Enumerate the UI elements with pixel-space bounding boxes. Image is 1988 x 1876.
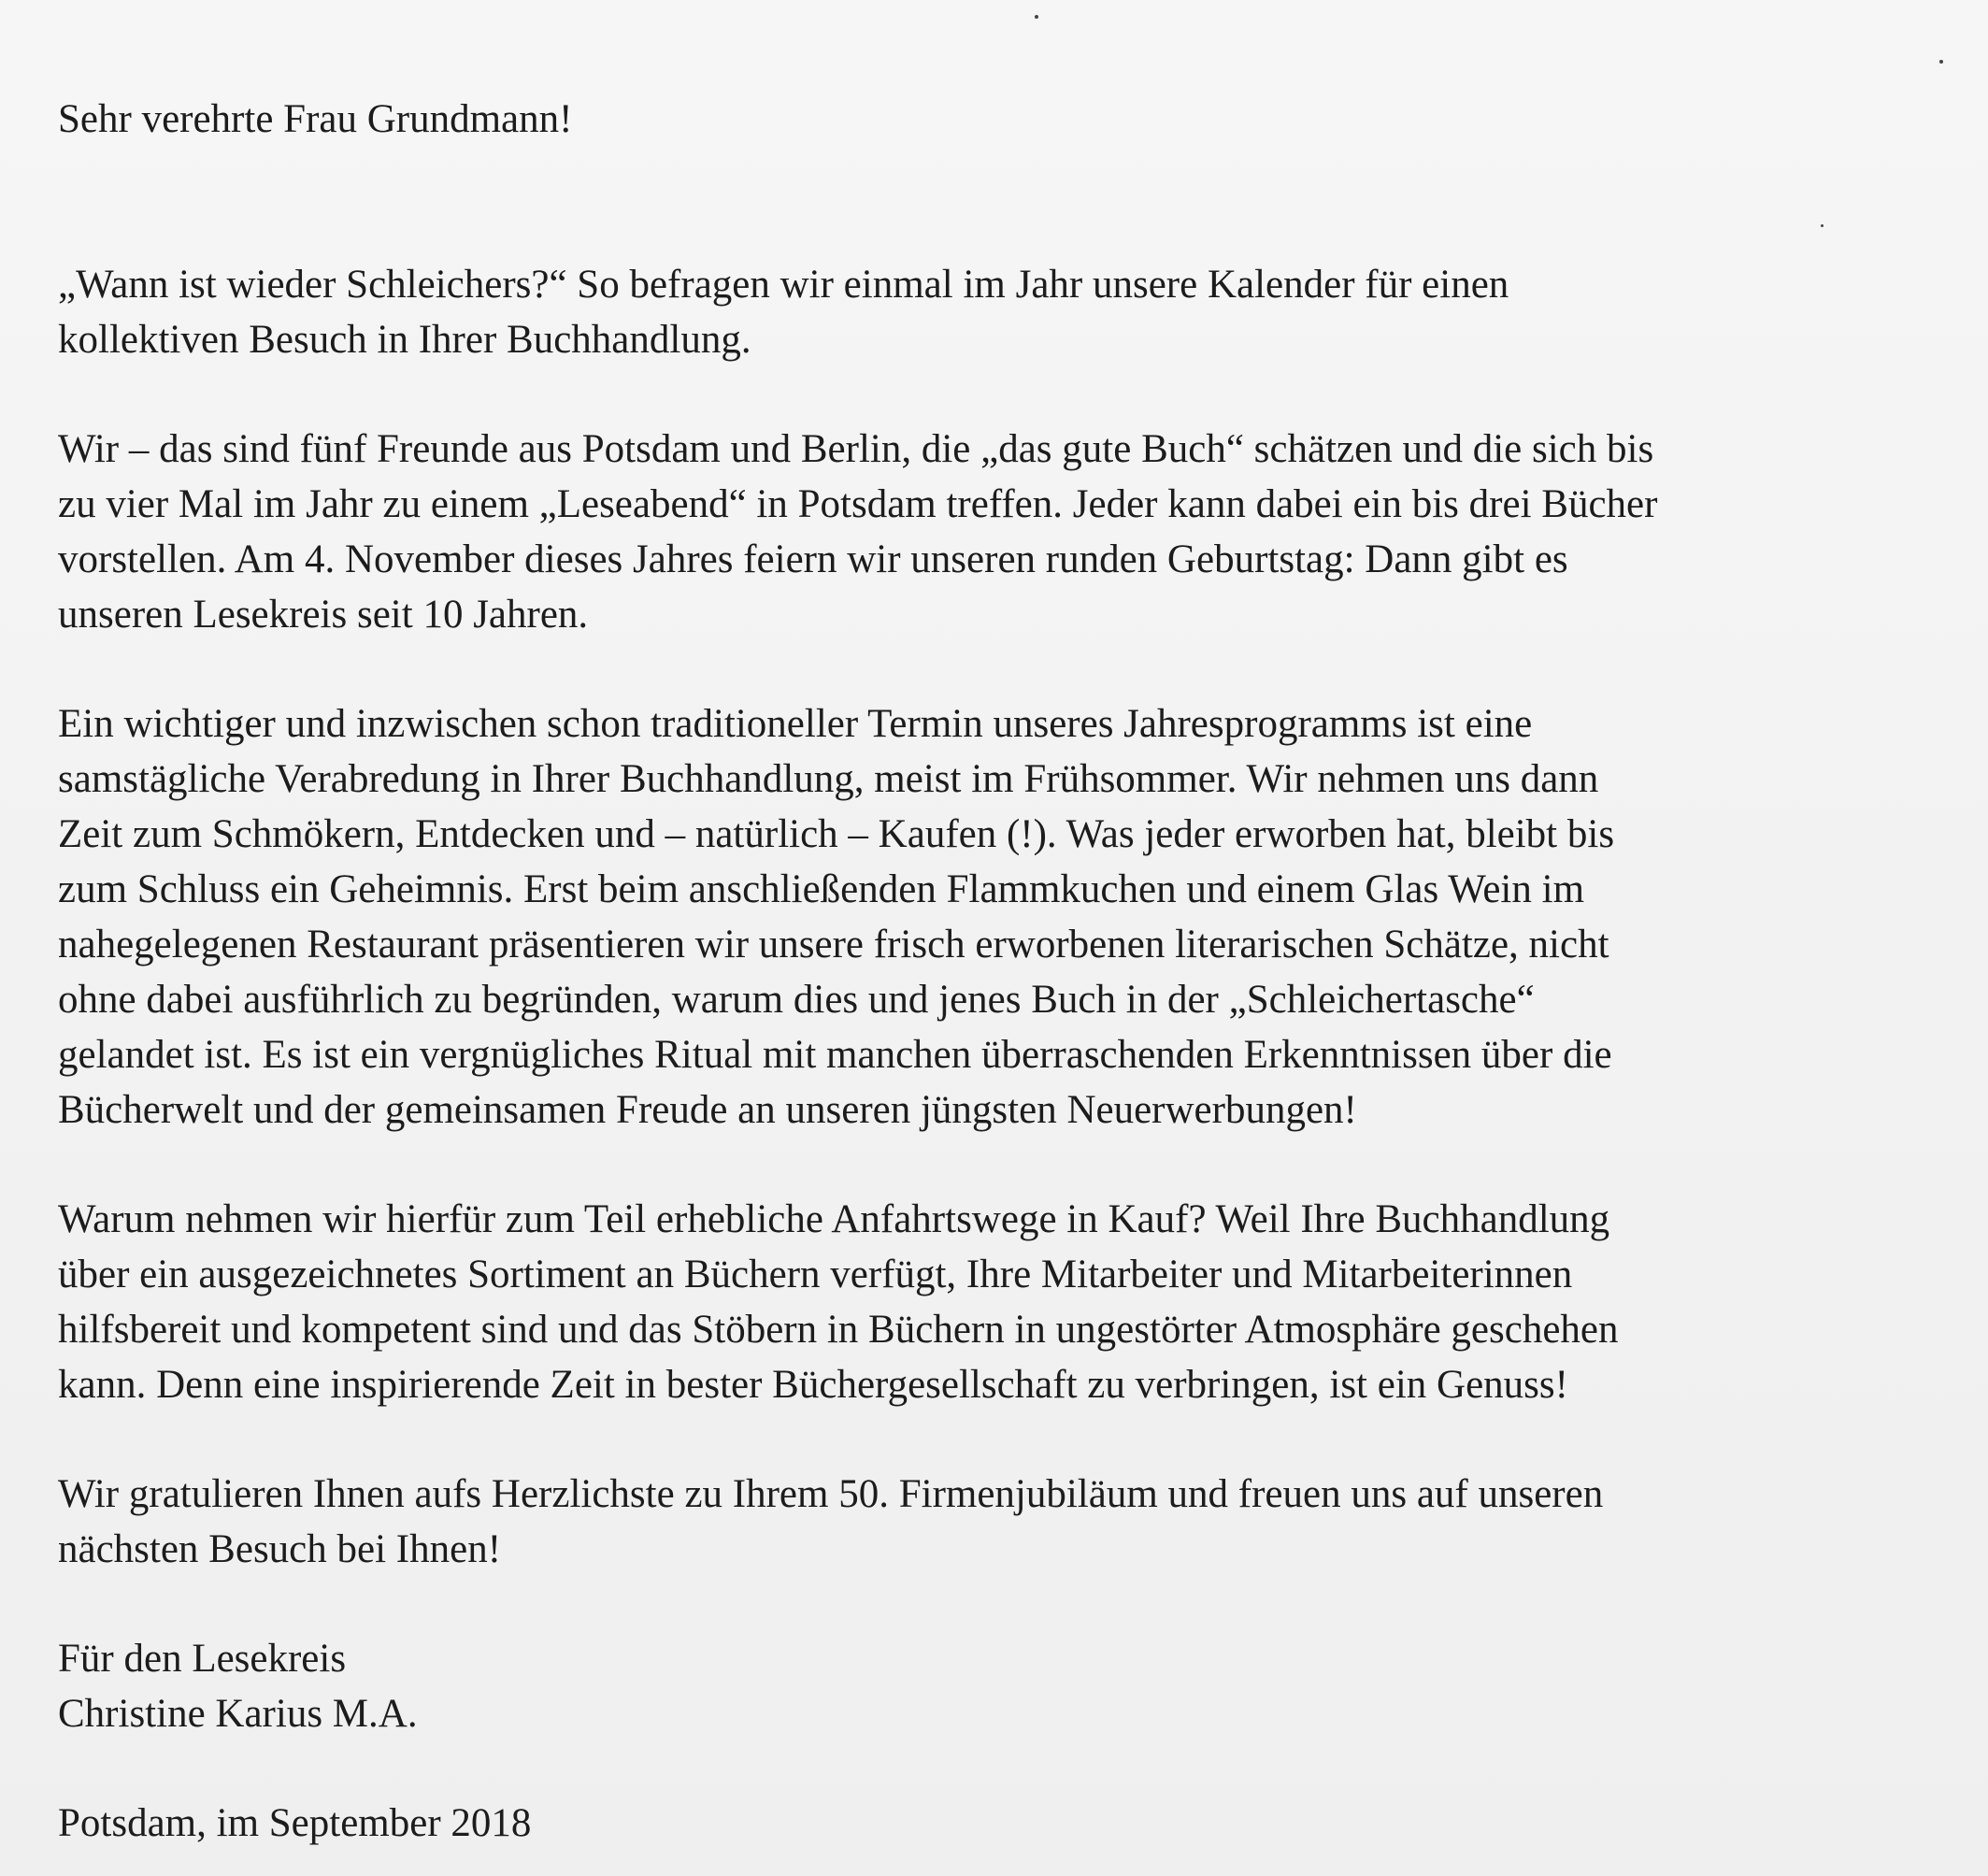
paragraph-2 — [58, 422, 1909, 642]
paragraph-line: gelandet ist. Es ist ein vergnügliches Ritual mit manchen überraschenden Erkenntnissen über die — [58, 1033, 1612, 1077]
paragraph-line: unseren Lesekreis seit 10 Jahren. — [58, 593, 589, 637]
paragraph-line: zu vier Mal im Jahr zu einem „Leseabend“ in Potsdam treffen. Jeder kann dabei ein bis drei Bücher — [58, 482, 1658, 526]
paper-speck — [1939, 60, 1943, 64]
paragraph-line: über ein ausgezeichnetes Sortiment an Büchern verfügt, Ihre Mitarbeiter und Mitarbeiterinnen — [58, 1253, 1573, 1296]
paragraph-line: nahegelegenen Restaurant präsentieren wir unsere frisch erworbenen literarischen Schätze, nicht — [58, 923, 1609, 967]
paragraph-line: zum Schluss ein Geheimnis. Erst beim anschließenden Flammkuchen und einem Glas Wein im — [58, 867, 1585, 911]
paragraph-line: Ein wichtiger und inzwischen schon traditioneller Termin unseres Jahresprogramms ist eine — [58, 702, 1533, 746]
letter-body — [58, 92, 1909, 1851]
paragraph-1 — [58, 257, 1909, 367]
paragraph-line: Wir – das sind fünf Freunde aus Potsdam und Berlin, die „das gute Buch“ schätzen und die sich bis — [58, 427, 1654, 471]
paragraph-line: Bücherwelt und der gemeinsamen Freude an unseren jüngsten Neuerwerbungen! — [58, 1088, 1357, 1132]
paragraph-line: ohne dabei ausführlich zu begründen, warum dies und jenes Buch in der „Schleichertasche“ — [58, 978, 1535, 1022]
place-date: Potsdam, im September 2018 — [58, 1801, 532, 1845]
paragraph-line: kann. Denn eine inspirierende Zeit in bester Büchergesellschaft zu verbringen, ist ein Genuss! — [58, 1363, 1568, 1407]
paragraph-line: Zeit zum Schmökern, Entdecken und – natürlich – Kaufen (!). Was jeder erworben hat, bleibt bis — [58, 812, 1615, 856]
paragraph-line: Wir gratulieren Ihnen aufs Herzlichste zu Ihrem 50. Firmenjubiläum und freuen uns auf unseren — [58, 1472, 1604, 1516]
paper-speck — [1035, 15, 1038, 19]
paragraph-4 — [58, 1192, 1909, 1412]
closing — [58, 1631, 1909, 1741]
signatory-name: Christine Karius M.A. — [58, 1692, 418, 1736]
salutation: Sehr verehrte Frau Grundmann! — [58, 97, 573, 141]
paragraph-line: samstägliche Verabredung in Ihrer Buchhandlung, meist im Frühsommer. Wir nehmen uns dann — [58, 757, 1599, 801]
paragraph-5 — [58, 1467, 1909, 1577]
closing-line: Für den Lesekreis — [58, 1637, 347, 1681]
paragraph-line: hilfsbereit und kompetent sind und das Stöbern in Büchern in ungestörter Atmosphäre geschehen — [58, 1308, 1619, 1352]
paragraph-line: kollektiven Besuch in Ihrer Buchhandlung. — [58, 318, 751, 362]
paragraph-3 — [58, 696, 1909, 1138]
paragraph-line: nächsten Besuch bei Ihnen! — [58, 1527, 502, 1571]
paragraph-line: vorstellen. Am 4. November dieses Jahres feiern wir unseren runden Geburtstag: Dann gibt es — [58, 537, 1568, 581]
paragraph-line: Warum nehmen wir hierfür zum Teil erhebliche Anfahrtswege in Kauf? Weil Ihre Buchhandlung — [58, 1197, 1610, 1241]
paragraph-line: „Wann ist wieder Schleichers?“ So befragen wir einmal im Jahr unsere Kalender für einen — [58, 263, 1509, 307]
